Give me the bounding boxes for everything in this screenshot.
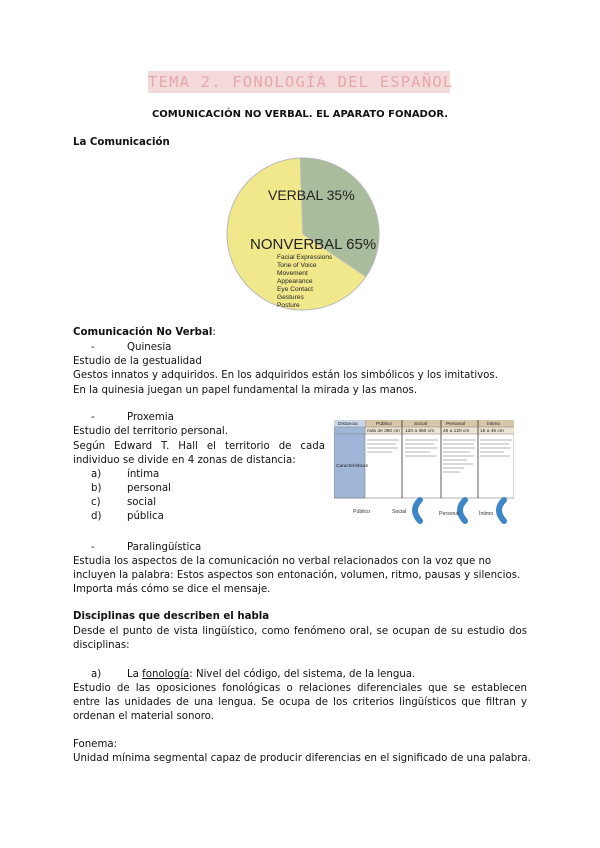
table-header: Íntimo xyxy=(487,422,501,427)
nonverbal-item: Appearance xyxy=(277,278,313,285)
arrow-label: Social xyxy=(392,509,407,515)
disciplinas-heading: Disciplinas que describen el habla xyxy=(73,611,270,622)
pie-label-nonverbal: NONVERBAL 65% xyxy=(250,236,377,253)
table-distance: más de 360 cm xyxy=(367,429,400,434)
table-header: Personal xyxy=(446,422,465,427)
item-prefix: La xyxy=(127,669,139,680)
document-title: TEMA 2. FONOLOGÍA DEL ESPAÑOL xyxy=(148,73,454,91)
zone-marker: a) xyxy=(91,469,102,480)
quinesia-line-1: Estudio de la gestualidad xyxy=(73,356,202,367)
disciplina-item-fonologia xyxy=(91,668,415,682)
zone-text: pública xyxy=(127,511,164,522)
quinesia-label: Quinesia xyxy=(127,342,172,353)
paralinguistica-item xyxy=(91,541,201,555)
proxemia-item xyxy=(91,411,174,425)
table-distance: 45 a 120 cm xyxy=(443,429,470,434)
zone-item xyxy=(91,496,156,510)
document-subtitle: COMUNICACIÓN NO VERBAL. EL APARATO FONADOR. xyxy=(151,109,449,120)
list-dash: - xyxy=(91,342,95,353)
proxemia-line-1: Estudio del territorio personal. xyxy=(73,426,229,437)
list-dash: - xyxy=(91,412,95,423)
nonverbal-heading: Comunicación No Verbal xyxy=(73,327,213,338)
nonverbal-item: Tone of Voice xyxy=(277,262,317,269)
fonologia-term: fonología xyxy=(142,669,190,680)
zone-marker: d) xyxy=(91,511,102,522)
nonverbal-item: Movement xyxy=(277,270,308,277)
zone-text: social xyxy=(127,497,157,508)
quinesia-item xyxy=(91,341,171,355)
section-heading-comunicacion: La Comunicación xyxy=(73,137,170,148)
arrow-label: Íntimo xyxy=(479,511,494,517)
list-dash: - xyxy=(91,542,95,553)
fonema-definition: Unidad mínima segmental capaz de producir diferencias en el significado de una palabra. xyxy=(73,753,531,764)
communication-pie-chart xyxy=(225,152,381,316)
zone-item xyxy=(91,510,164,524)
nonverbal-item: Eye Contact xyxy=(277,286,313,293)
table-distance: 120 a 360 cm xyxy=(405,429,435,434)
proxemia-line-2: Según Edward T. Hall el territorio de cada individuo se divide en 4 zonas de distancia: xyxy=(73,441,325,466)
heading-colon: : xyxy=(212,327,216,338)
item-rest: : Nivel del código, del sistema, de la lengua. xyxy=(189,669,416,680)
disciplinas-intro: Desde el punto de vista lingüístico, como fenómeno oral, se ocupan de su estudio dos disciplinas: xyxy=(73,626,527,651)
proxemia-label: Proxemia xyxy=(127,412,174,423)
zone-marker: c) xyxy=(91,497,101,508)
nonverbal-item: Facial Expressions xyxy=(277,254,333,261)
pie-label-verbal: VERBAL 35% xyxy=(268,187,355,203)
proxemia-zones-table xyxy=(334,420,514,526)
zone-item xyxy=(91,482,171,496)
paralinguistica-paragraph: Estudia los aspectos de la comunicación no verbal relacionados con la voz que no incluyen la palabra: Estos aspectos son entonación, volumen, ritmo, pausas y silencios. xyxy=(73,556,521,581)
quinesia-line-2: Gestos innatos y adquiridos. En los adquiridos están los simbólicos y los imitativos. xyxy=(73,370,498,381)
paralinguistica-label: Paralingüística xyxy=(127,542,202,553)
zone-item xyxy=(91,468,159,482)
quinesia-line-3: En la quinesia juegan un papel fundamental la mirada y las manos. xyxy=(73,385,418,396)
fonologia-paragraph: Estudio de las oposiciones fonológicas o relaciones diferenciales que se establecen entre las unidades de una lengua. Se ocupa de los criterios lingüísticos que filtran y ordenan el material sonoro. xyxy=(73,683,527,722)
zone-text: personal xyxy=(127,483,171,494)
table-row-label: Distancia xyxy=(338,422,358,427)
fonema-label: Fonema: xyxy=(73,739,118,750)
table-distance: 15 a 45 cm xyxy=(480,429,504,434)
zone-marker: b) xyxy=(91,483,102,494)
table-row-label: Características xyxy=(336,464,368,469)
nonverbal-item: Gestures xyxy=(277,294,304,301)
zone-text: íntima xyxy=(127,469,160,480)
table-header: Social xyxy=(414,422,428,427)
nonverbal-heading-line xyxy=(73,326,216,340)
arrow-label: Público xyxy=(353,509,371,515)
arrow-label: Personal xyxy=(439,511,460,517)
table-header: Público xyxy=(376,422,392,427)
paralinguistica-line: Importa más cómo se dice el mensaje. xyxy=(73,584,271,595)
nonverbal-item: Posture xyxy=(277,302,300,309)
list-marker: a) xyxy=(91,669,102,680)
